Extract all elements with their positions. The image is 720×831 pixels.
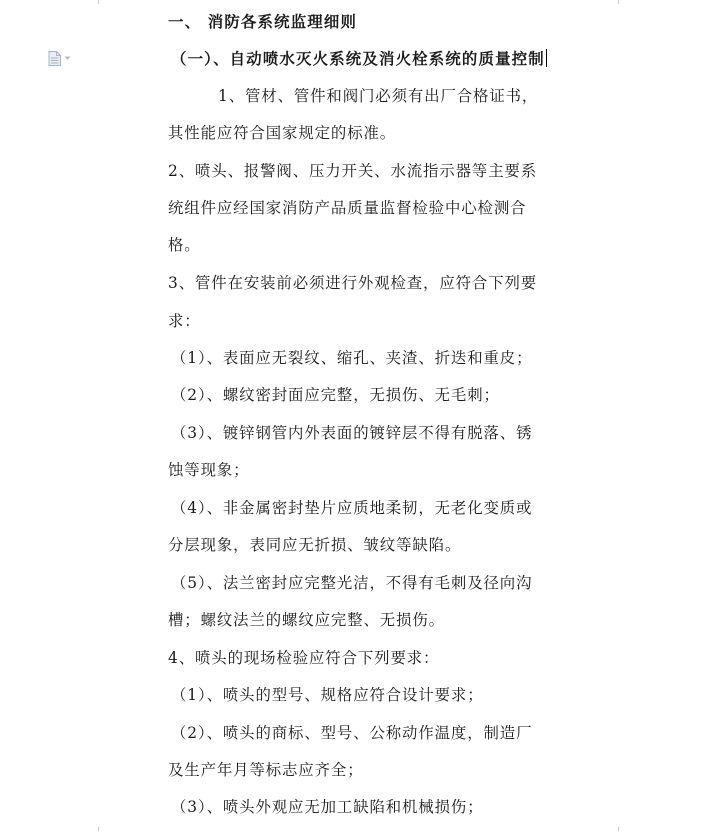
paragraph-line: 求： (168, 312, 201, 330)
paragraph-line: 分层现象，表同应无折损、皱纹等缺陷。 (168, 536, 462, 554)
section-heading: 一、 消防各系统监理细则 (168, 13, 358, 31)
paragraph-line: 格。 (168, 236, 201, 254)
subsection-heading-text: （一）、自动喷水灭火系统及消火栓系统的质量控制 (171, 50, 545, 68)
paragraph-line: 槽；螺纹法兰的螺纹应完整、无损伤。 (168, 611, 445, 629)
page-corner-mark (618, 0, 629, 4)
text-cursor (546, 49, 547, 67)
page-corner-mark (88, 0, 99, 4)
paragraph-line: （1）、喷头的型号、规格应符合设计要求； (171, 686, 484, 704)
paragraph-line: 统组件应经国家消防产品质量监督检验中心检测合 (168, 199, 527, 217)
paragraph-line: （2）、喷头的商标、型号、公称动作温度，制造厂 (171, 724, 533, 742)
paragraph-line: 其性能应符合国家规定的标准。 (168, 124, 397, 142)
paragraph-line: 蚀等现象； (168, 461, 250, 479)
chevron-down-icon (64, 56, 71, 61)
paragraph-line: 1、管材、管件和阀门必须有出厂合格证书， (218, 87, 539, 105)
paragraph-line: （3）、镀锌钢管内外表面的镀锌层不得有脱落、锈 (171, 424, 533, 442)
document-icon (48, 51, 61, 66)
paragraph-line: （2）、螺纹密封面应完整，无损伤、无毛刺； (171, 386, 500, 404)
paragraph-line: 及生产年月等标志应齐全； (168, 761, 364, 779)
paragraph-line: （1）、表面应无裂纹、缩孔、夹渣、折迭和重皮； (171, 349, 533, 367)
page-corner-mark (88, 827, 99, 831)
subsection-heading (171, 49, 561, 69)
page-corner-mark (618, 827, 629, 831)
paragraph-line: 3、管件在安装前必须进行外观检查，应符合下列要 (168, 274, 538, 292)
paragraph-line: 2、喷头、报警阀、压力开关、水流指示器等主要系 (168, 162, 538, 180)
paragraph-line: （3）、喷头外观应无加工缺陷和机械损伤； (171, 798, 484, 816)
paragraph-line: （5）、法兰密封应完整光洁，不得有毛刺及径向沟 (171, 574, 533, 592)
paragraph-line: 4、喷头的现场检验应符合下列要求： (168, 649, 440, 667)
paragraph-menu-button[interactable] (48, 50, 76, 66)
paragraph-line: （4）、非金属密封垫片应质地柔韧，无老化变质或 (171, 499, 533, 517)
